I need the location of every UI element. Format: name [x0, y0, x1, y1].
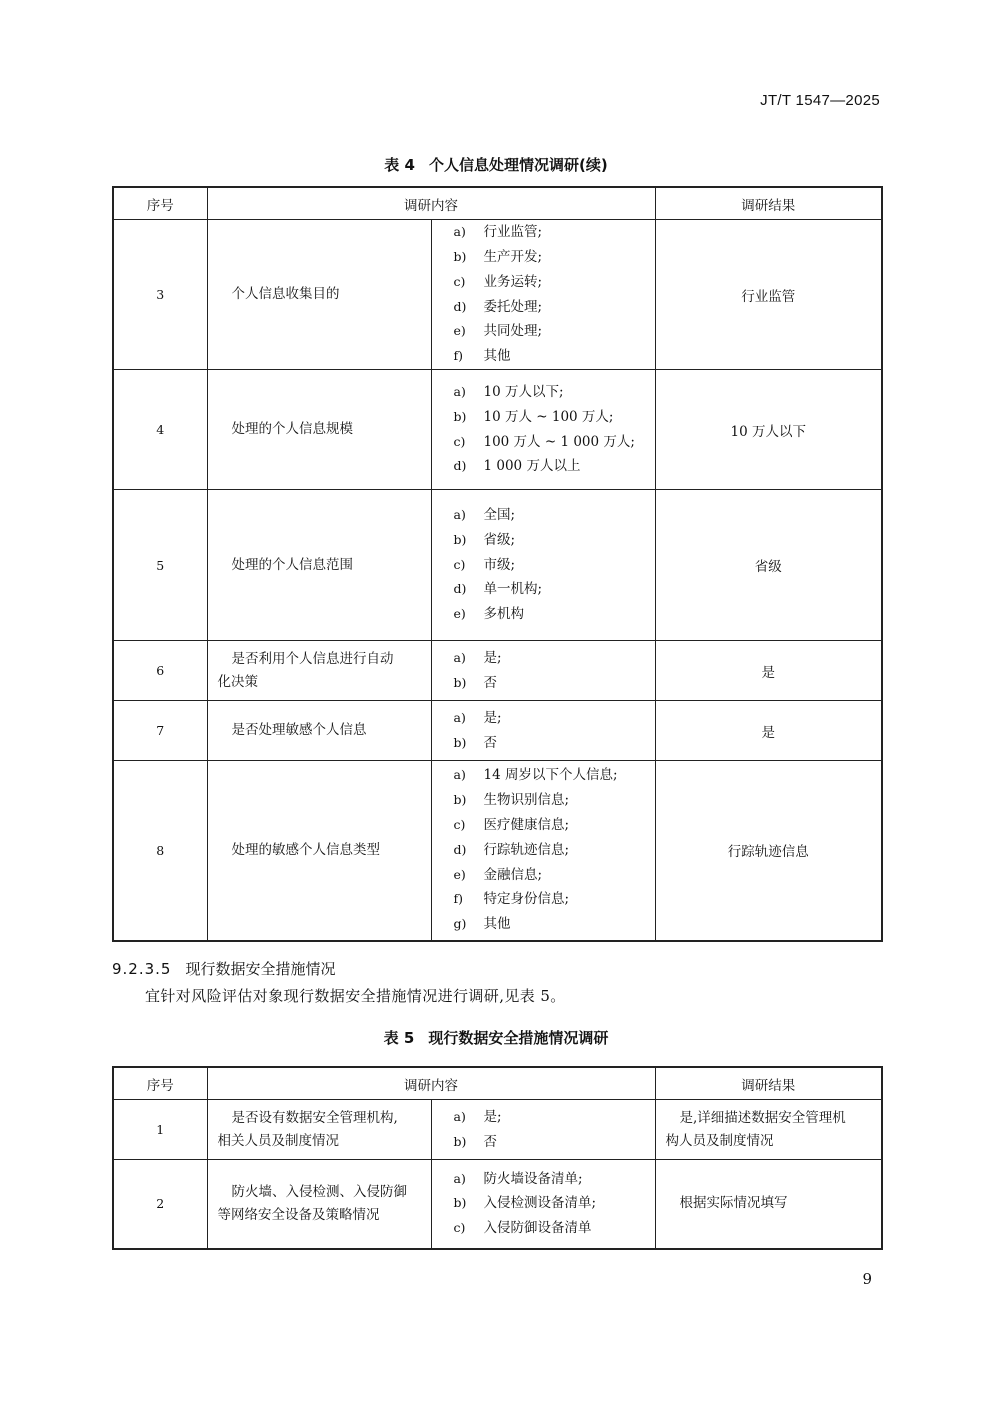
option-label: b) — [453, 1133, 467, 1149]
option — [454, 838, 649, 863]
survey-item — [207, 490, 431, 641]
option-label: b) — [453, 248, 467, 264]
option — [454, 454, 649, 479]
table-row — [113, 641, 882, 701]
option-label: c) — [453, 1220, 466, 1236]
option-label: c) — [453, 433, 466, 449]
survey-item — [207, 220, 431, 370]
option — [454, 220, 649, 245]
option-text: 多机构 — [483, 606, 524, 623]
table-row — [113, 220, 882, 370]
survey-item — [207, 701, 431, 761]
option — [454, 1167, 649, 1192]
option-text: 入侵防御设备清单 — [483, 1220, 592, 1237]
option-text: 生产开发; — [483, 248, 543, 265]
section-paragraph: 宜针对风险评估对象现行数据安全措施情况进行调研,见表 5。 — [145, 987, 566, 1005]
section-title: 现行数据安全措施情况 — [185, 960, 336, 978]
table4-caption-title: 个人信息处理情况调研(续) — [428, 156, 608, 174]
header-no: 序号 — [113, 1067, 207, 1100]
option-label: e) — [453, 866, 466, 882]
option-text: 业务运转; — [483, 273, 543, 290]
option-label: c) — [453, 817, 466, 833]
header-content: 调研内容 — [207, 1067, 655, 1100]
option — [454, 405, 649, 430]
survey-item-text: 个人信息收集目的 — [231, 286, 340, 302]
option — [454, 380, 649, 405]
option-text: 市级; — [483, 556, 516, 573]
option-list — [431, 1100, 655, 1160]
option-label: g) — [453, 916, 467, 932]
survey-item-text: 处理的个人信息规模 — [231, 421, 353, 437]
survey-item-text: 等网络安全设备及策略情况 — [217, 1206, 380, 1223]
option-text: 1 000 万人以上 — [483, 458, 581, 475]
header-no: 序号 — [113, 187, 207, 220]
option-list — [431, 641, 655, 701]
table-row — [113, 490, 882, 641]
row-number: 8 — [113, 761, 207, 941]
table5-caption-number: 表 5 — [383, 1029, 415, 1047]
page-number: 9 — [862, 1270, 872, 1288]
option-text: 委托处理; — [483, 298, 543, 315]
option-text: 入侵检测设备清单; — [483, 1195, 597, 1212]
option-label: a) — [453, 1108, 466, 1124]
survey-item-text: 防火墙、入侵检测、入侵防御 — [231, 1183, 407, 1200]
row-number: 6 — [113, 641, 207, 701]
option-text: 行业监管; — [483, 224, 543, 241]
option-text: 其他 — [483, 916, 511, 933]
option-text: 生物识别信息; — [483, 792, 570, 809]
option-list — [431, 1160, 655, 1249]
option-label: a) — [453, 383, 466, 399]
table5-caption — [0, 1027, 992, 1048]
option — [454, 1105, 649, 1130]
option-label: f) — [453, 891, 464, 907]
survey-result: 省级 — [655, 490, 882, 641]
row-number: 2 — [113, 1160, 207, 1249]
option — [454, 788, 649, 813]
header-content: 调研内容 — [207, 187, 655, 220]
option-label: b) — [453, 674, 467, 690]
option-label: a) — [453, 1170, 466, 1186]
option-label: c) — [453, 273, 466, 289]
survey-item — [207, 370, 431, 490]
option-list — [431, 220, 655, 370]
option-text: 10 万人 ~ 100 万人; — [483, 408, 614, 425]
option-label: a) — [453, 709, 466, 725]
survey-result: 是 — [655, 641, 882, 701]
option-label: b) — [453, 792, 467, 808]
table-row — [113, 761, 882, 941]
option — [454, 912, 649, 937]
option-text: 是; — [483, 709, 502, 726]
option-label: d) — [453, 458, 467, 474]
table5-header-row — [113, 1067, 882, 1100]
option-text: 10 万人以下; — [483, 383, 564, 400]
table-row — [113, 701, 882, 761]
option — [454, 430, 649, 455]
option — [454, 706, 649, 731]
option-text: 共同处理; — [483, 323, 543, 340]
option — [454, 245, 649, 270]
option-text: 医疗健康信息; — [483, 817, 570, 834]
section-heading — [112, 958, 336, 979]
option-text: 特定身份信息; — [483, 891, 570, 908]
table-row — [113, 1100, 882, 1160]
survey-item-text: 处理的敏感个人信息类型 — [231, 841, 380, 858]
option — [454, 344, 649, 369]
row-number: 7 — [113, 701, 207, 761]
row-number: 1 — [113, 1100, 207, 1160]
survey-item — [207, 1160, 431, 1249]
option-text: 防火墙设备清单; — [483, 1170, 583, 1187]
survey-result-text: 是,详细描述数据安全管理机 — [679, 1109, 846, 1126]
option-label: e) — [453, 606, 466, 622]
option-list — [431, 490, 655, 641]
option — [454, 577, 649, 602]
survey-result-text: 构人员及制度情况 — [665, 1132, 774, 1149]
option-list — [431, 761, 655, 941]
option-label: d) — [453, 298, 467, 314]
option — [454, 1130, 649, 1155]
survey-item-text: 化决策 — [217, 673, 258, 690]
header-result: 调研结果 — [655, 187, 882, 220]
survey-result: 行踪轨迹信息 — [655, 761, 882, 941]
option-text: 单一机构; — [483, 581, 543, 598]
row-number: 3 — [113, 220, 207, 370]
section-number: 9.2.3.5 — [112, 960, 172, 978]
option-text: 否 — [483, 1133, 497, 1150]
option-text: 其他 — [483, 348, 511, 365]
option-text: 金融信息; — [483, 866, 543, 883]
survey-item-text: 是否利用个人信息进行自动 — [231, 650, 394, 667]
option-label: b) — [453, 408, 467, 424]
survey-item — [207, 1100, 431, 1160]
row-number: 4 — [113, 370, 207, 490]
option-text: 14 周岁以下个人信息; — [483, 767, 618, 784]
survey-item — [207, 761, 431, 941]
option — [454, 602, 649, 627]
survey-item — [207, 641, 431, 701]
table5 — [112, 1066, 883, 1250]
survey-item-text: 处理的个人信息范围 — [231, 556, 353, 573]
survey-item-text: 相关人员及制度情况 — [217, 1132, 339, 1149]
option-text: 100 万人 ~ 1 000 万人; — [483, 433, 635, 450]
option — [454, 731, 649, 756]
option-text: 全国; — [483, 507, 516, 523]
table4-caption — [0, 154, 992, 175]
option — [454, 319, 649, 344]
option-label: a) — [453, 649, 466, 665]
option — [454, 295, 649, 320]
survey-result — [655, 1100, 882, 1160]
option-label: a) — [453, 767, 466, 783]
survey-result — [655, 1160, 882, 1249]
survey-result: 是 — [655, 701, 882, 761]
table5-caption-title: 现行数据安全措施情况调研 — [428, 1029, 609, 1047]
row-number: 5 — [113, 490, 207, 641]
option-label: c) — [453, 556, 466, 572]
option-text: 省级; — [483, 531, 516, 548]
option-text: 否 — [483, 674, 497, 691]
option-text: 否 — [483, 734, 497, 751]
option-label: d) — [453, 841, 467, 857]
option-text: 行踪轨迹信息; — [483, 841, 570, 858]
option-list — [431, 370, 655, 490]
option — [454, 763, 649, 788]
option-list — [431, 701, 655, 761]
option-label: d) — [453, 581, 467, 597]
option — [454, 887, 649, 912]
table-row — [113, 1160, 882, 1249]
option — [454, 813, 649, 838]
option-text: 是; — [483, 649, 502, 666]
option — [454, 553, 649, 578]
table4-caption-number: 表 4 — [384, 156, 415, 174]
option — [454, 1216, 649, 1241]
option-label: b) — [453, 734, 467, 750]
standard-code: JT/T 1547—2025 — [760, 92, 880, 109]
survey-result-text: 根据实际情况填写 — [679, 1195, 788, 1212]
survey-result: 行业监管 — [655, 220, 882, 370]
header-result: 调研结果 — [655, 1067, 882, 1100]
option — [454, 863, 649, 888]
option-label: b) — [453, 531, 467, 547]
option-label: e) — [453, 323, 466, 339]
option — [454, 270, 649, 295]
option-text: 是; — [483, 1108, 502, 1125]
option — [454, 646, 649, 671]
option-label: b) — [453, 1195, 467, 1211]
option — [454, 671, 649, 696]
survey-item-text: 是否处理敏感个人信息 — [231, 722, 367, 738]
option-label: a) — [453, 224, 466, 240]
option-label: f) — [453, 348, 464, 364]
option-label: a) — [453, 507, 466, 522]
table4 — [112, 186, 883, 942]
option — [454, 1191, 649, 1216]
survey-item-text: 是否设有数据安全管理机构, — [231, 1109, 398, 1126]
survey-result: 10 万人以下 — [655, 370, 882, 490]
table-row — [113, 370, 882, 490]
option — [454, 528, 649, 553]
option — [454, 503, 649, 528]
table4-header-row — [113, 187, 882, 220]
